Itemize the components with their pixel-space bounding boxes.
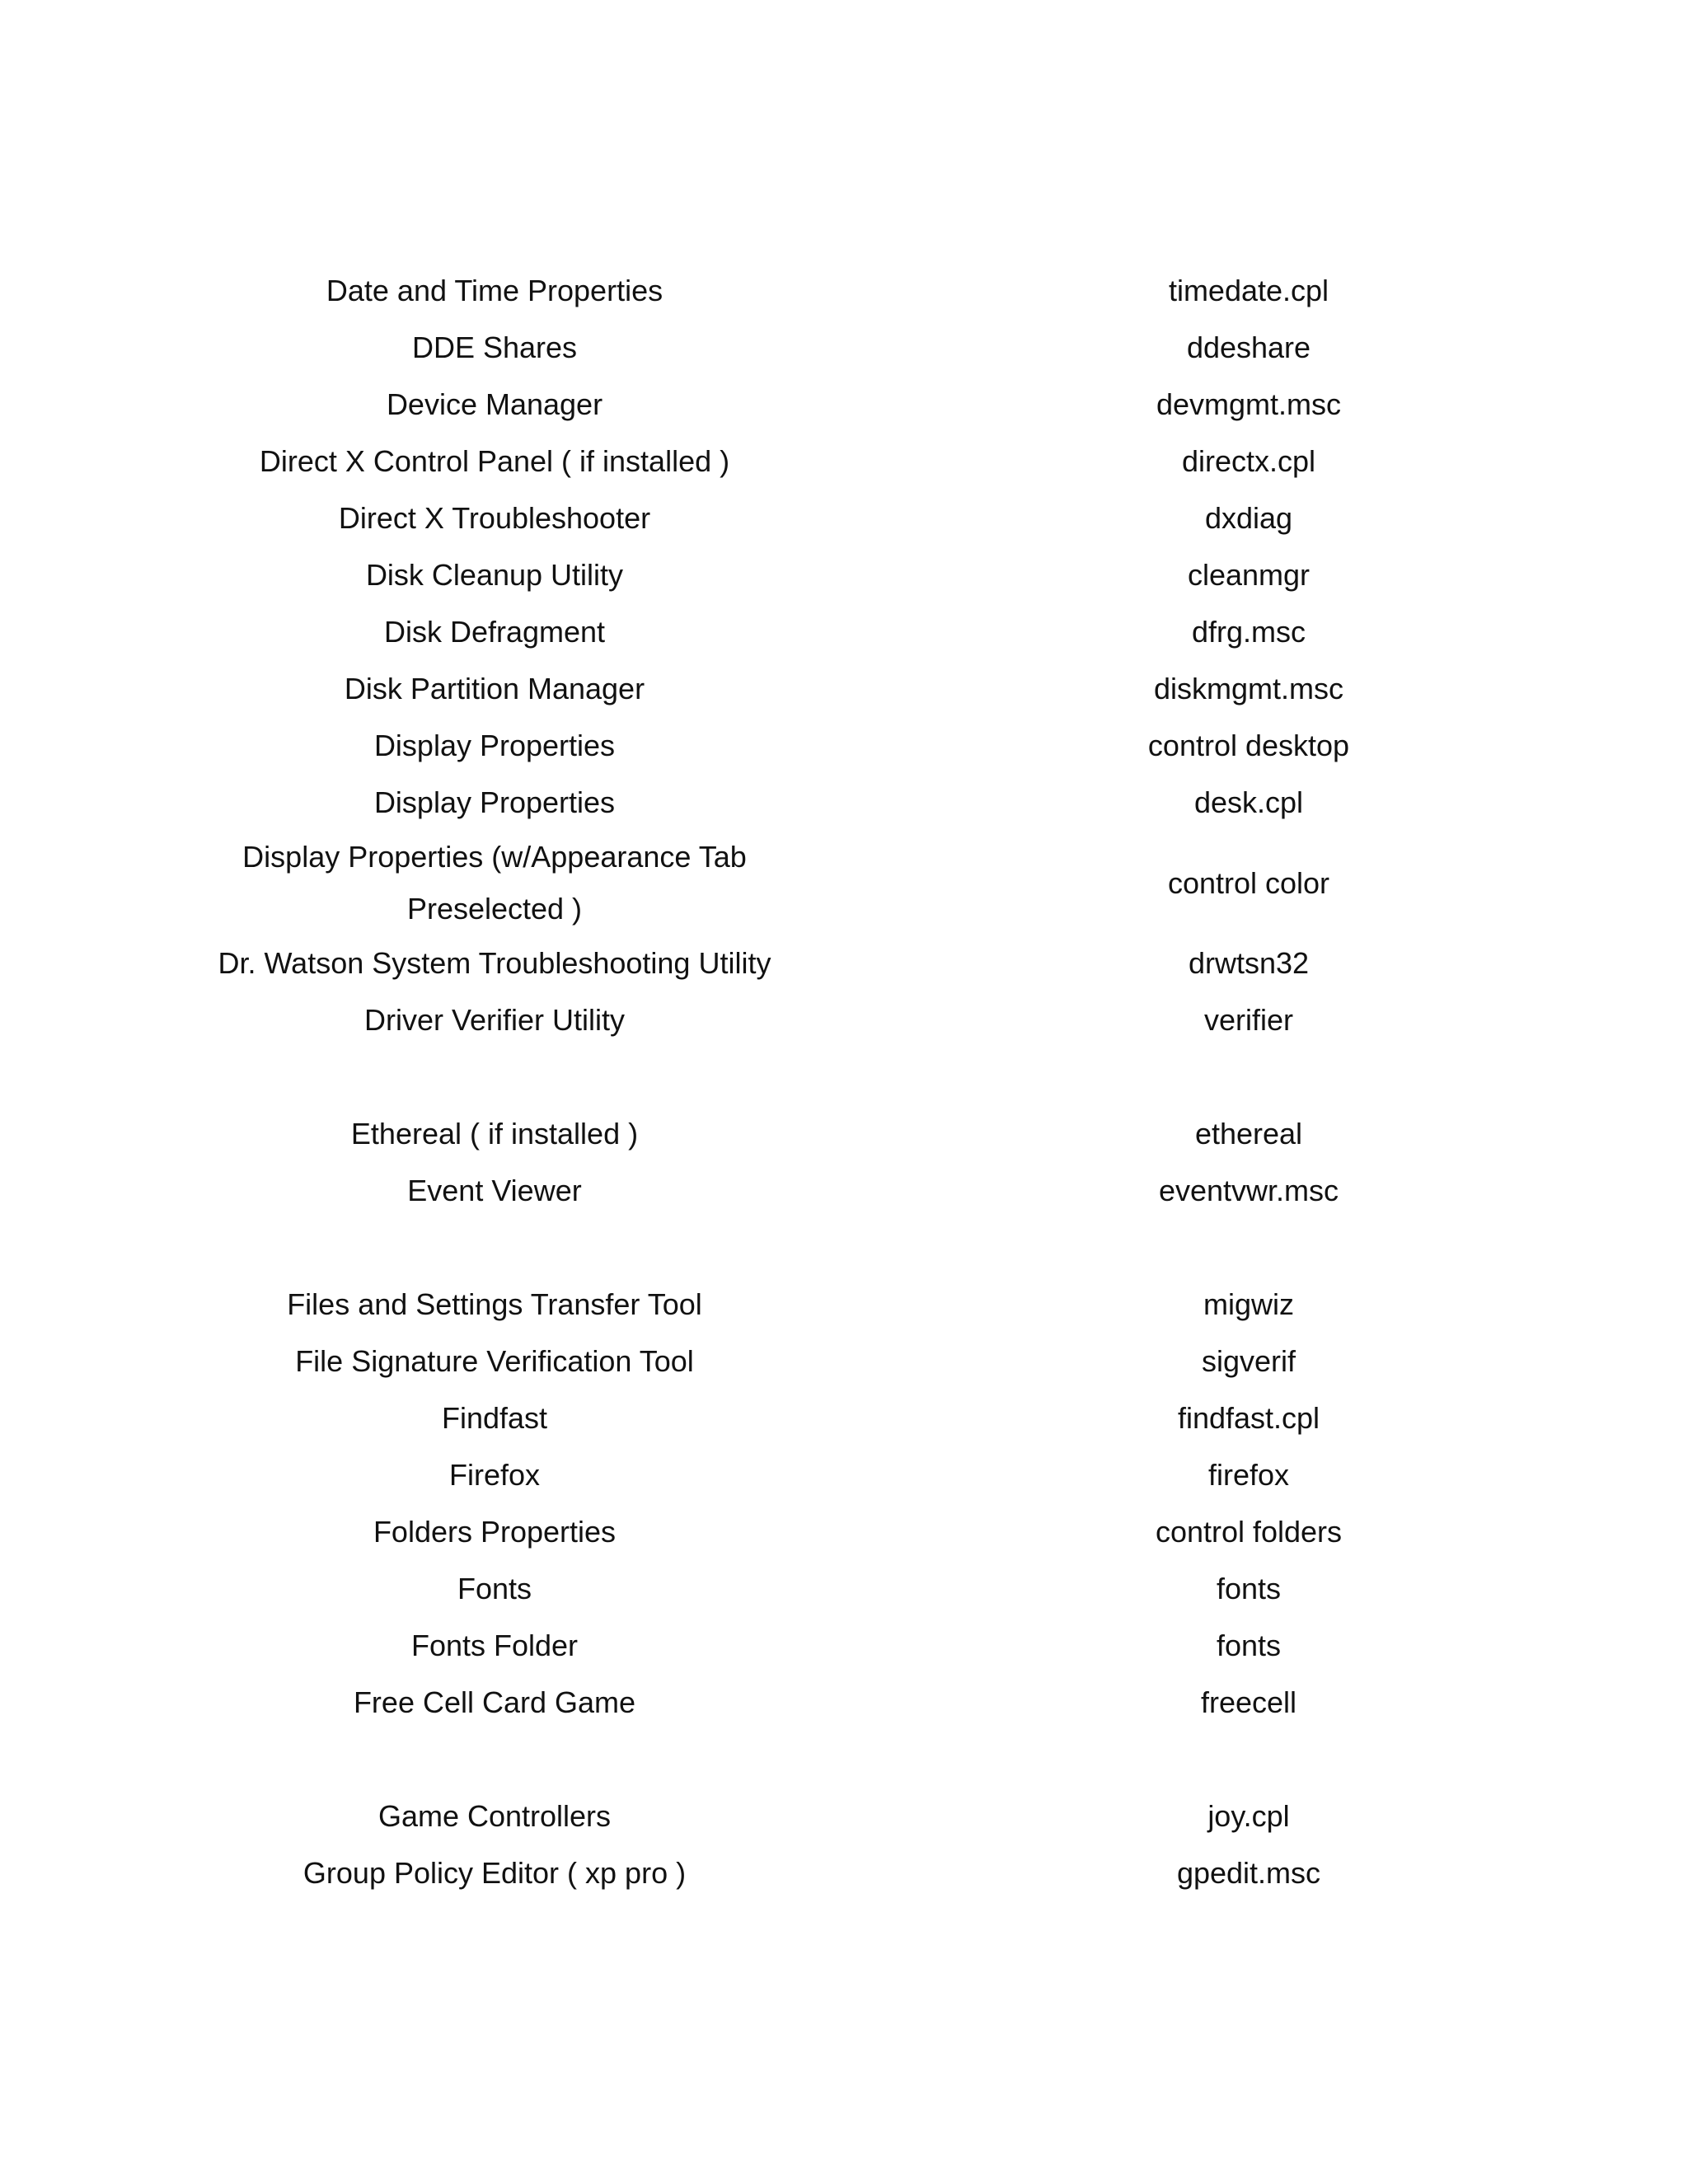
program-name: Firefox xyxy=(448,1458,541,1492)
program-name-cell xyxy=(0,435,824,487)
program-name-cell xyxy=(0,492,824,544)
table-row xyxy=(0,1446,1688,1503)
program-name: Event Viewer xyxy=(407,1174,582,1207)
blank-row xyxy=(0,1731,1688,1788)
table-row xyxy=(0,1276,1688,1333)
program-name: Disk Partition Manager xyxy=(344,672,645,705)
table-row xyxy=(0,935,1688,991)
program-name: Fonts xyxy=(457,1572,532,1605)
program-name-cell xyxy=(0,1051,824,1103)
table-row xyxy=(0,433,1688,490)
program-name-cell xyxy=(0,1563,824,1615)
program-name-cell xyxy=(0,1506,824,1558)
run-command: sigverif xyxy=(1201,1344,1296,1378)
program-name: Display Properties xyxy=(373,729,616,762)
program-name-cell xyxy=(0,1847,824,1899)
run-command: fonts xyxy=(1216,1572,1282,1605)
command-table xyxy=(0,262,1688,1901)
program-name: Files and Settings Transfer Tool xyxy=(287,1287,702,1321)
program-name: Date and Time Properties xyxy=(326,274,663,307)
program-name-cell xyxy=(0,1165,824,1216)
program-name: Display Properties (w/Appearance Tab Preselected ) xyxy=(242,840,747,926)
program-name-cell xyxy=(0,994,824,1046)
table-row xyxy=(0,717,1688,774)
program-name-cell xyxy=(0,378,824,430)
table-row xyxy=(0,1503,1688,1560)
blank-row xyxy=(0,1048,1688,1105)
program-name: DDE Shares xyxy=(411,330,578,364)
program-name-cell xyxy=(0,1676,824,1728)
run-command: migwiz xyxy=(1203,1287,1294,1321)
program-name-cell xyxy=(0,1449,824,1501)
table-row xyxy=(0,376,1688,433)
program-name: Display Properties xyxy=(373,785,616,819)
program-name: Driver Verifier Utility xyxy=(363,1003,626,1037)
table-row xyxy=(0,774,1688,831)
run-command: devmgmt.msc xyxy=(1156,387,1342,421)
table-row xyxy=(0,991,1688,1048)
program-name-cell xyxy=(0,776,824,828)
program-name-cell xyxy=(0,1790,824,1842)
run-command: desk.cpl xyxy=(1193,785,1304,819)
run-command: ethereal xyxy=(1194,1117,1303,1151)
table-row xyxy=(0,262,1688,319)
run-command: findfast.cpl xyxy=(1177,1401,1320,1435)
table-row xyxy=(0,319,1688,376)
program-name-cell xyxy=(0,1278,824,1330)
table-row xyxy=(0,546,1688,603)
program-name: Disk Defragment xyxy=(383,615,606,649)
table-row xyxy=(0,1333,1688,1390)
table-row xyxy=(0,831,1688,935)
program-name: Dr. Watson System Troubleshooting Utility xyxy=(218,946,771,980)
run-command: dfrg.msc xyxy=(1191,615,1306,649)
program-name-cell xyxy=(0,663,824,715)
program-name-cell xyxy=(0,1733,824,1785)
program-name: Fonts Folder xyxy=(410,1629,579,1662)
run-command: eventvwr.msc xyxy=(1158,1174,1339,1207)
program-name-cell xyxy=(0,1221,824,1273)
table-row xyxy=(0,1844,1688,1901)
run-command: control color xyxy=(1167,865,1330,900)
run-command: fonts xyxy=(1216,1629,1282,1662)
run-command: directx.cpl xyxy=(1181,444,1316,478)
program-name-cell xyxy=(0,719,824,771)
table-row xyxy=(0,1560,1688,1617)
program-name-cell xyxy=(0,937,824,989)
table-row xyxy=(0,603,1688,660)
program-name-cell xyxy=(0,321,824,373)
program-name: Ethereal ( if installed ) xyxy=(350,1117,639,1151)
run-command: cleanmgr xyxy=(1187,558,1311,592)
run-command: drwtsn32 xyxy=(1188,946,1310,980)
table-row xyxy=(0,490,1688,546)
run-command: control folders xyxy=(1155,1515,1343,1549)
table-row xyxy=(0,660,1688,717)
run-command: firefox xyxy=(1207,1458,1290,1492)
program-name-cell xyxy=(0,265,824,316)
program-name: Folders Properties xyxy=(373,1515,617,1549)
program-name-cell xyxy=(0,606,824,658)
program-name: Direct X Control Panel ( if installed ) xyxy=(259,444,730,478)
program-name-cell xyxy=(0,549,824,601)
run-command: control desktop xyxy=(1147,729,1350,762)
run-command: diskmgmt.msc xyxy=(1153,672,1343,705)
program-name: Disk Cleanup Utility xyxy=(365,558,624,592)
program-name-cell xyxy=(0,1392,824,1444)
program-name: Findfast xyxy=(441,1401,548,1435)
run-command: gpedit.msc xyxy=(1176,1856,1321,1890)
table-row xyxy=(0,1788,1688,1844)
run-command: freecell xyxy=(1200,1685,1297,1719)
program-name: File Signature Verification Tool xyxy=(295,1344,694,1378)
program-name: Game Controllers xyxy=(377,1799,612,1833)
program-name: Group Policy Editor ( xp pro ) xyxy=(302,1856,687,1890)
table-row xyxy=(0,1617,1688,1674)
run-command: dxdiag xyxy=(1204,501,1293,535)
program-name: Free Cell Card Game xyxy=(353,1685,636,1719)
run-command: verifier xyxy=(1203,1003,1294,1037)
run-command: ddeshare xyxy=(1186,330,1311,364)
program-name: Direct X Troubleshooter xyxy=(338,501,651,535)
program-name: Device Manager xyxy=(386,387,603,421)
blank-row xyxy=(0,1219,1688,1276)
table-row xyxy=(0,1390,1688,1446)
table-row xyxy=(0,1674,1688,1731)
program-name-cell xyxy=(0,1335,824,1387)
program-name-cell xyxy=(0,831,824,935)
run-command: timedate.cpl xyxy=(1168,274,1329,307)
program-name-cell xyxy=(0,1619,824,1671)
program-name-cell xyxy=(0,1108,824,1160)
table-row xyxy=(0,1162,1688,1219)
table-row xyxy=(0,1105,1688,1162)
run-command: joy.cpl xyxy=(1207,1799,1290,1833)
